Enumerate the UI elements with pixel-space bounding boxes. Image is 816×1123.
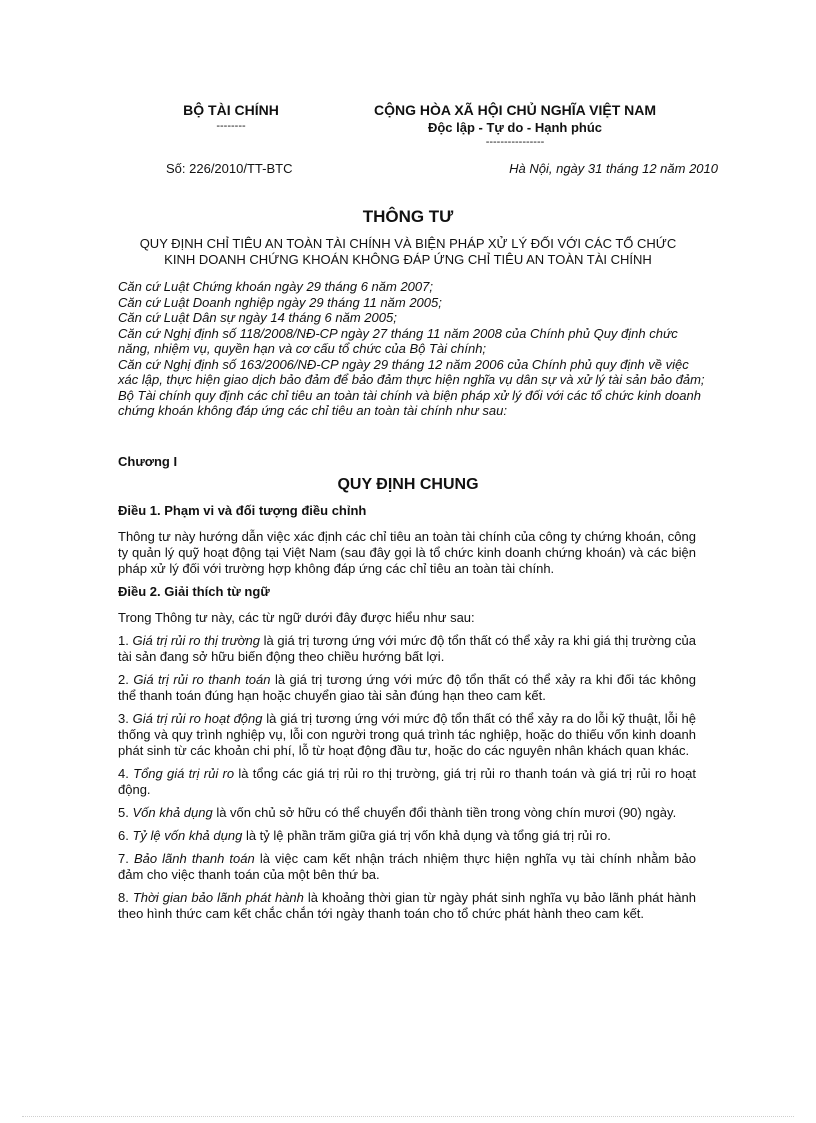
definition-text: là tổng các giá trị rủi ro thị trường, giá trị rủi ro thanh toán và giá trị rủi ro hoạt động. [118,766,696,797]
definition-text: là tỷ lệ phần trăm giữa giá trị vốn khả dụng và tổng giá trị rủi ro. [242,828,611,843]
definition-item [118,711,696,759]
preamble-item: Căn cứ Luật Chứng khoán ngày 29 tháng 6 năm 2007; [118,279,433,294]
definition-text: là việc cam kết nhận trách nhiệm thực hiện nghĩa vụ tài chính nhằm bảo đảm cho việc thanh toán của một bên thứ ba. [118,851,696,882]
definition-term: Bảo lãnh thanh toán [133,851,255,866]
definition-number: 3. [118,711,129,726]
article-1-heading: Điều 1. Phạm vi và đối tượng điều chỉnh [118,503,367,518]
definition-item [118,828,696,844]
nation-name: CỘNG HÒA XÃ HỘI CHỦ NGHĨA VIỆT NAM [373,102,657,118]
national-heading [360,102,670,148]
definition-text: là giá trị tương ứng với mức độ tổn thất có thể xảy ra khi đối tác không thể thanh toán đúng hạn hoặc chuyển giao tài sản đúng hạn theo cam kết. [118,672,696,703]
definition-term: Tỷ lệ vốn khả dụng [132,828,243,843]
preamble-item: Bộ Tài chính quy định các chỉ tiêu an toàn tài chính và biện pháp xử lý đối với các tổ chức kinh doanh chứng khoán không đáp ứng các chỉ tiêu an toàn tài chính như sau: [118,387,701,418]
chapter-title: QUY ĐỊNH CHUNG [337,476,479,493]
definition-term: Giá trị rủi ro thị trường [132,633,261,648]
definition-item [118,890,696,922]
definition-number: 8. [118,890,129,905]
definition-item [118,633,696,665]
definition-item [118,851,696,883]
article-2-heading: Điều 2. Giải thích từ ngữ [118,584,270,599]
definition-item [118,672,696,704]
chapter-label: Chương I [118,454,178,469]
article-1-text: Thông tư này hướng dẫn việc xác định các chỉ tiêu an toàn tài chính của công ty chứng khoán, công ty quản lý quỹ hoạt động tại Việt Nam (sau đây gọi là tổ chức kinh doanh chứng khoán) và các biện pháp xử lý đối với trường hợp không đáp ứng các chỉ tiêu an toàn tài chính. [118,529,696,576]
document-number: Số: 226/2010/TT-BTC [166,161,293,176]
definition-text: là giá trị tương ứng với mức độ tổn thất có thể xảy ra do lỗi kỹ thuật, lỗi hệ thống và quy trình nghiệp vụ, lỗi con người trong quá trình tác nghiệp, hoặc do thiếu vốn kinh doanh phát sinh từ các khoản chi phí, lỗ từ hoạt động đầu tư, hoặc do các nguyên nhân khách quan khác. [118,711,696,758]
definition-number: 1. [118,633,129,648]
definition-text: là vốn chủ sở hữu có thể chuyển đổi thành tiền trong vòng chín mươi (90) ngày. [212,805,677,820]
definition-number: 2. [118,672,129,687]
document-date: Hà Nội, ngày 31 tháng 12 năm 2010 [509,161,718,176]
ministry-name: BỘ TÀI CHÍNH [183,102,279,118]
definition-number: 5. [118,805,129,820]
definition-number: 6. [118,828,129,843]
definition-term: Thời gian bảo lãnh phát hành [132,890,304,905]
definition-term: Giá trị rủi ro hoạt động [132,711,263,726]
preamble-item: Căn cứ Luật Doanh nghiệp ngày 29 tháng 11 năm 2005; [118,294,442,310]
ministry-divider: -------- [216,120,246,132]
definition-item [118,766,696,798]
definition-text: là giá trị tương ứng với mức độ tổn thất có thể xảy ra khi giá thị trường của tài sản đang sở hữu biến động theo chiều hướng bất lợi. [118,633,697,664]
definition-number: 4. [118,766,129,781]
preamble-item: Căn cứ Nghị định số 118/2008/NĐ-CP ngày 27 tháng 11 năm 2008 của Chính phủ Quy định chức năng, nhiệm vụ, quyền hạn và cơ cấu tổ chức của Bộ Tài chính; [118,325,678,356]
legal-basis-preamble [118,279,708,419]
national-motto: Độc lập - Tự do - Hạnh phúc [427,120,603,135]
preamble-item: Căn cứ Luật Dân sự ngày 14 tháng 6 năm 2005; [118,310,397,325]
subtitle-line: QUY ĐỊNH CHỈ TIÊU AN TOÀN TÀI CHÍNH VÀ BIỆN PHÁP XỬ LÝ ĐỐI VỚI CÁC TỔ CHỨC [139,236,677,251]
motto-divider: ---------------- [485,136,545,148]
definition-text: là khoảng thời gian từ ngày phát sinh nghĩa vụ bảo lãnh phát hành theo hình thức cam kết chắc chắn tới ngày thanh toán cho tổ chức phát hành theo cam kết. [118,890,696,921]
definition-term: Giá trị rủi ro thanh toán [133,672,271,687]
document-type-title: THÔNG TƯ [362,207,454,226]
preamble-item: Căn cứ Nghị định số 163/2006/NĐ-CP ngày 29 tháng 12 năm 2006 của Chính phủ quy định về việc xác lập, thực hiện giao dịch bảo đảm để bảo đảm thực hiện nghĩa vụ dân sự và xử lý tài sản bảo đảm; [118,356,705,387]
issuing-authority [160,102,302,132]
article-2-intro: Trong Thông tư này, các từ ngữ dưới đây được hiểu như sau: [118,610,475,625]
document-body [118,503,696,929]
definition-term: Tổng giá trị rủi ro [133,766,235,781]
page-bottom-divider [22,1116,794,1117]
definition-number: 7. [118,851,129,866]
document-subtitle [118,236,698,268]
subtitle-line: KINH DOANH CHỨNG KHOÁN KHÔNG ĐÁP ỨNG CHỈ TIÊU AN TOÀN TÀI CHÍNH [164,252,652,267]
definition-item [118,805,696,821]
definition-term: Vốn khả dụng [132,805,213,820]
